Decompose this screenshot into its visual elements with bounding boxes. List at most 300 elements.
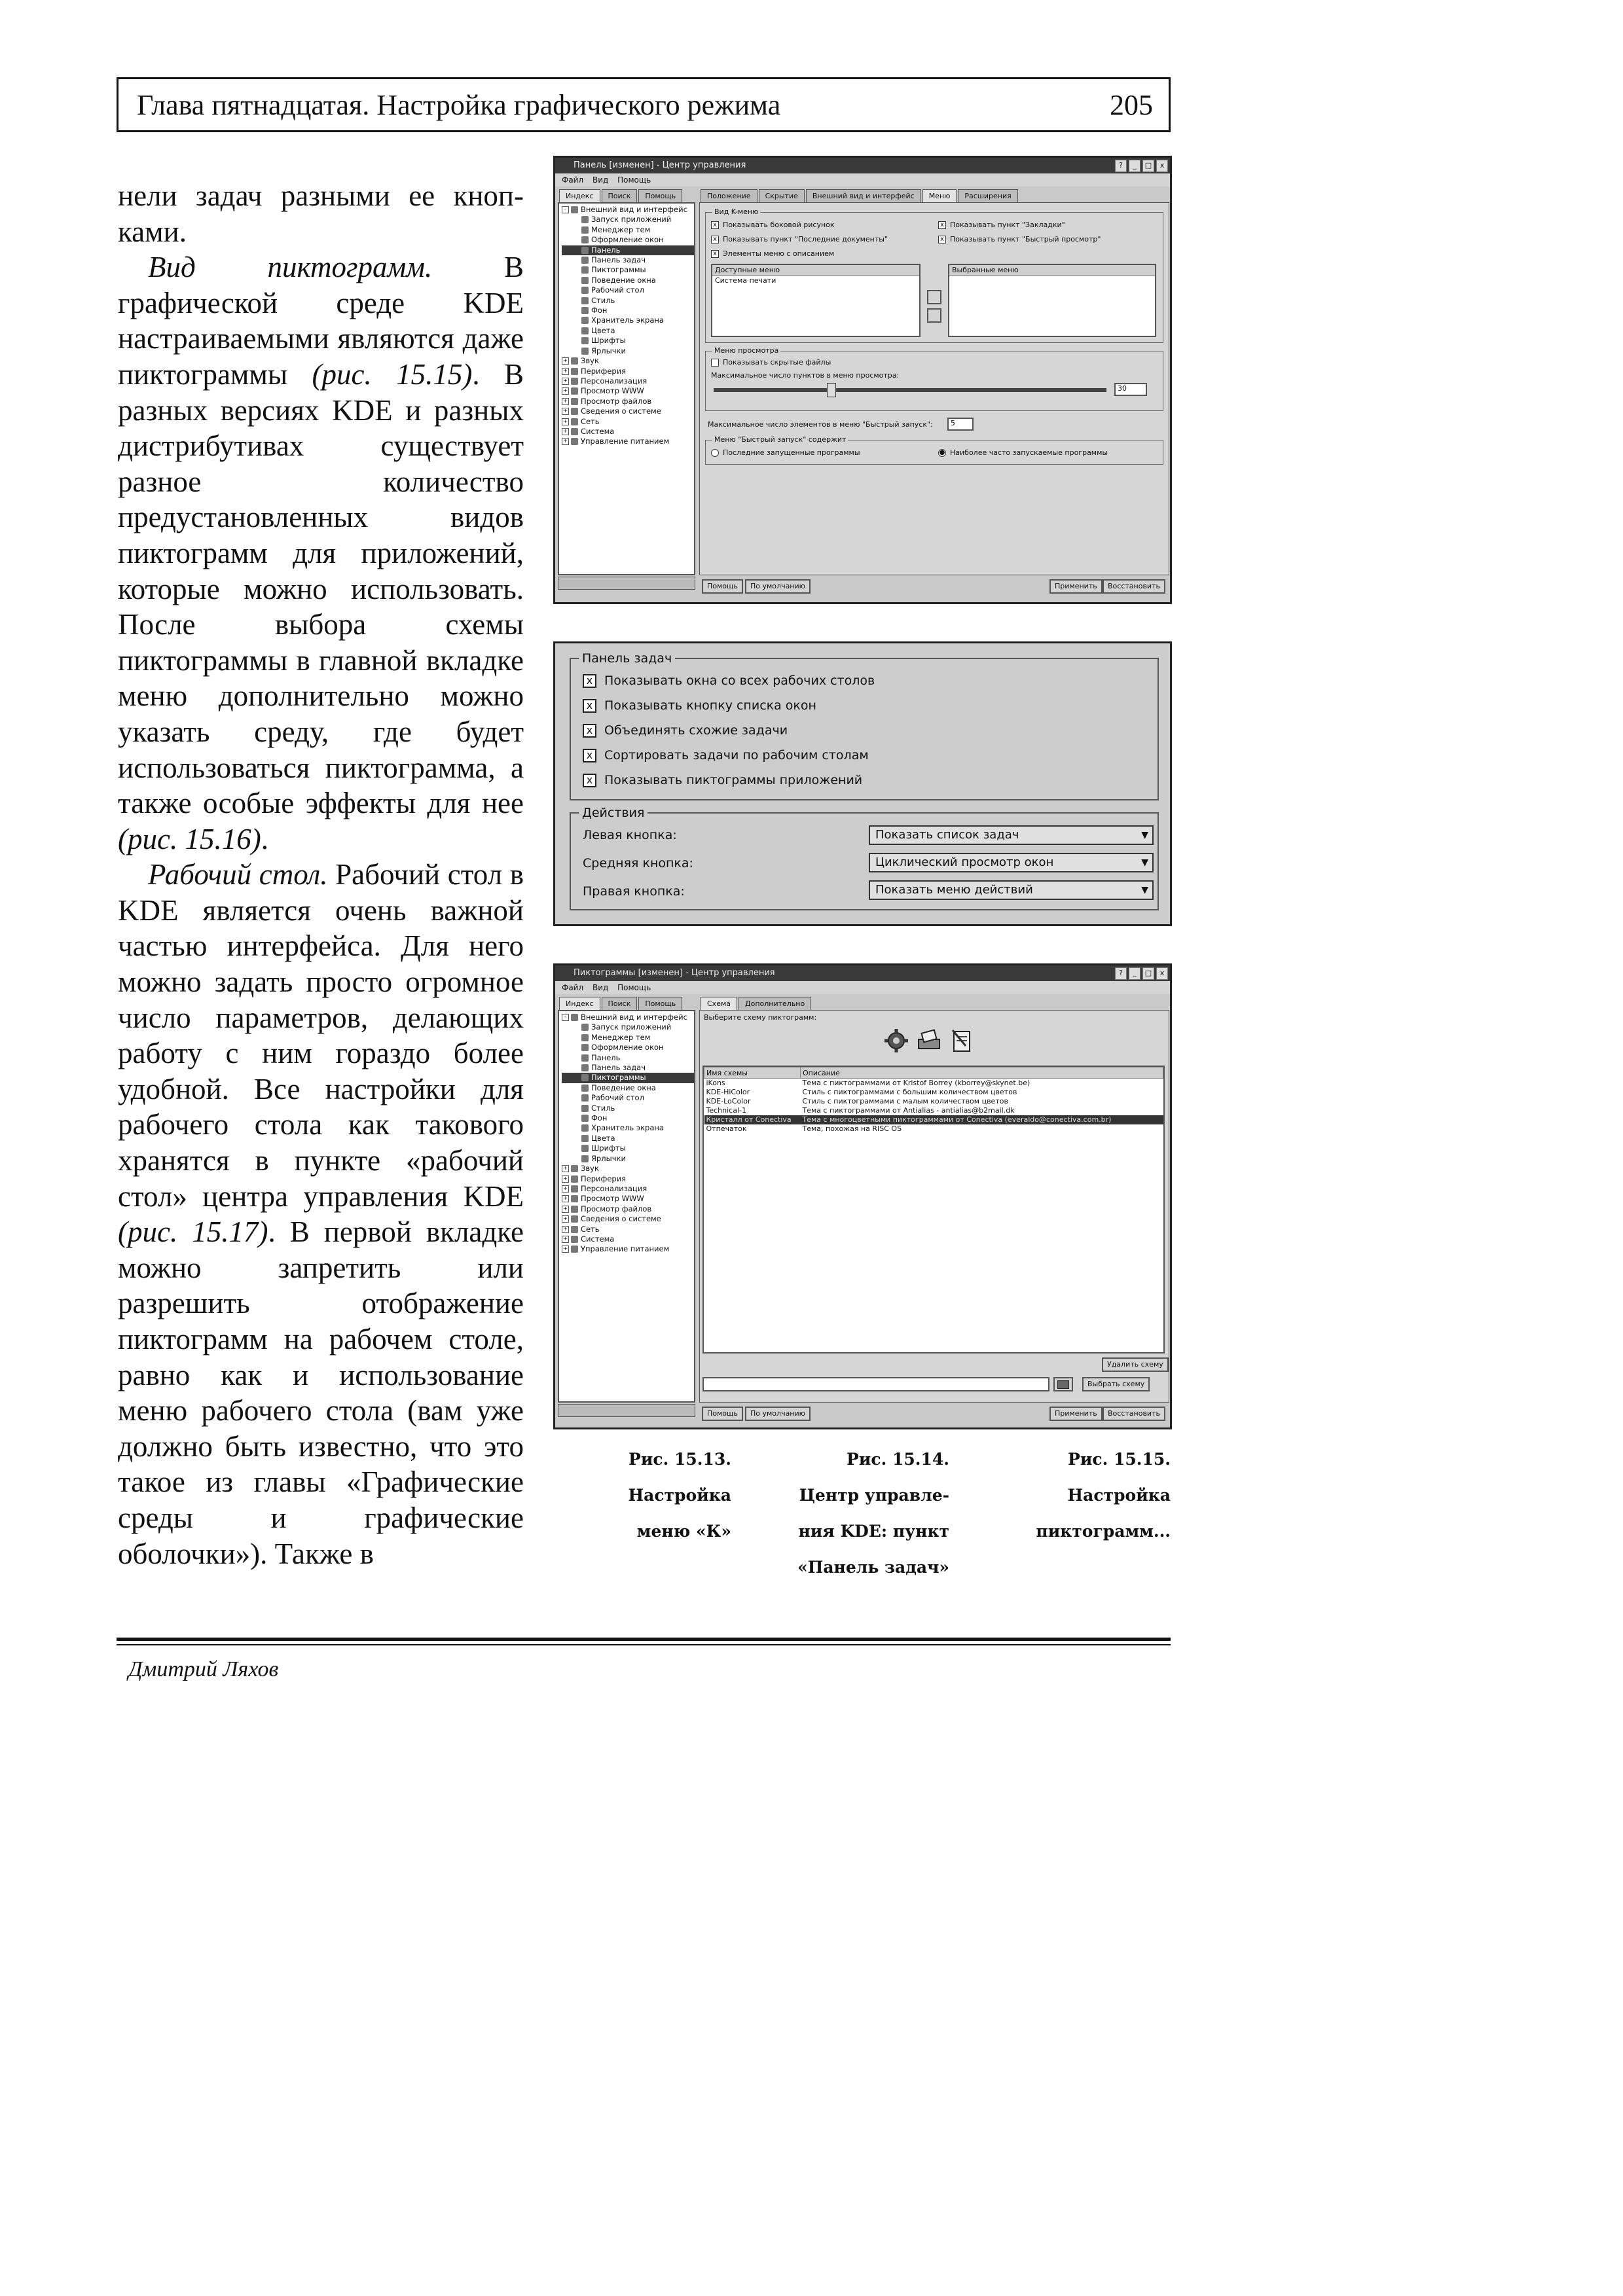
tree-item[interactable] bbox=[562, 376, 694, 386]
module-icon bbox=[571, 1215, 578, 1223]
module-icon bbox=[571, 206, 578, 213]
tree-item-label: Звук bbox=[581, 1164, 599, 1174]
actions-group-legend: Действия bbox=[579, 806, 647, 820]
caption-line: «Панель задач» bbox=[797, 1558, 949, 1577]
tree-item-label: Ярлычки bbox=[591, 346, 626, 355]
checkbox-window-list-button[interactable]: x Показывать кнопку списка окон bbox=[583, 698, 816, 713]
tree-item[interactable] bbox=[562, 386, 694, 396]
module-icon bbox=[571, 357, 578, 365]
settings-panel bbox=[699, 1010, 1169, 1403]
tree-item-label: Оформление окон bbox=[591, 235, 664, 245]
body-paragraph bbox=[118, 178, 524, 249]
module-icon bbox=[581, 327, 589, 334]
module-icon bbox=[571, 438, 578, 445]
kmenu-group-legend: Вид K-меню bbox=[712, 207, 760, 217]
module-icon bbox=[581, 1145, 589, 1152]
tree-item-label: Оформление окон bbox=[591, 1043, 664, 1052]
chapter-title: Глава пятнадцатая. Настройка графического режима bbox=[137, 89, 781, 121]
caption-fig-15-13 bbox=[527, 1441, 731, 1549]
quick-launch-label: Максимальное число элементов в меню "Быстрый запуск": bbox=[708, 420, 933, 429]
tree-item[interactable] bbox=[562, 1123, 694, 1133]
module-icon bbox=[581, 1074, 589, 1081]
scheme-description-cell: Тема с пиктограммами от Kristof Borrey (kborrey@skynet.be) bbox=[802, 1079, 1030, 1087]
tree-item[interactable] bbox=[562, 336, 694, 346]
tab-hiding[interactable]: Скрытие bbox=[759, 189, 805, 202]
checkbox-app-icons[interactable]: x Показывать пиктограммы приложений bbox=[583, 773, 862, 787]
tree-item-label: Стиль bbox=[591, 1103, 615, 1113]
tree-item[interactable] bbox=[562, 1214, 694, 1224]
tree-item[interactable] bbox=[562, 427, 694, 437]
expand-icon[interactable]: + bbox=[562, 428, 569, 435]
tab-left-help[interactable]: Помощь bbox=[638, 997, 682, 1010]
caption-line: Настройка bbox=[1067, 1486, 1171, 1505]
expand-icon[interactable]: + bbox=[562, 438, 569, 445]
tree-item[interactable] bbox=[562, 1073, 694, 1083]
emphasis-text: (рис. 15.17) bbox=[118, 1215, 268, 1249]
expand-icon[interactable]: + bbox=[562, 387, 569, 395]
reset-button[interactable]: Восстановить bbox=[1103, 579, 1165, 594]
module-icon bbox=[581, 277, 589, 284]
taskbar-group-legend: Панель задач bbox=[579, 651, 675, 666]
right-button-select[interactable]: Показать меню действий ▼ bbox=[869, 880, 1154, 900]
expand-icon[interactable]: + bbox=[562, 1246, 569, 1253]
tree-item-label: Управление питанием bbox=[581, 437, 670, 446]
module-icon bbox=[581, 247, 589, 254]
paragraph-text: нели задач разными ее кноп-ками. bbox=[118, 179, 524, 248]
menubar bbox=[555, 173, 1170, 187]
tree-item[interactable] bbox=[562, 326, 694, 336]
close-button[interactable]: x bbox=[1156, 160, 1168, 172]
tree-item[interactable] bbox=[562, 1154, 694, 1164]
tree-item[interactable] bbox=[562, 356, 694, 366]
tree-item-label: Хранитель экрана bbox=[591, 315, 664, 325]
checkbox-hidden-files[interactable]: Показывать скрытые файлы bbox=[711, 358, 831, 367]
menu-help[interactable]: Помощь bbox=[617, 175, 651, 185]
paragraph-text: Рабочий стол в KDE является очень важной частью интерфейса. Для него можно задать просто огромное число параметров, делающих работу с ним гораздо более удобной. Все настройки для рабочего стола как такового хранятся в пункте «рабочий стол» центра управления KDE bbox=[118, 858, 524, 1213]
expand-icon[interactable]: + bbox=[562, 418, 569, 425]
footer-author: Дмитрий Ляхов bbox=[128, 1657, 279, 1681]
page-number: 205 bbox=[1110, 89, 1153, 121]
tree-item-label: Ярлычки bbox=[591, 1153, 626, 1163]
expand-icon[interactable]: + bbox=[562, 368, 569, 375]
tree-item[interactable] bbox=[562, 1194, 694, 1204]
tree-item-label: Периферия bbox=[581, 1174, 627, 1183]
tree-item[interactable] bbox=[562, 235, 694, 245]
caption-fig-15-14 bbox=[753, 1441, 949, 1585]
tab-scheme[interactable]: Схема bbox=[701, 997, 737, 1010]
checkbox-quick-browser[interactable]: x Показывать пункт "Быстрый просмотр" bbox=[938, 235, 1101, 244]
module-icon bbox=[571, 428, 578, 435]
menu-view[interactable]: Вид bbox=[592, 983, 609, 992]
checkbox-descriptions[interactable]: x Элементы меню с описанием bbox=[711, 249, 834, 259]
module-icon bbox=[571, 378, 578, 385]
module-icon bbox=[571, 1236, 578, 1243]
tree-item[interactable] bbox=[562, 1083, 694, 1093]
paragraph-text: . В разных версиях KDE и разных дистрибутивах существует разное количество предустановленных видов пиктограмм для приложений, которые можно использовать. После выбора схемы пиктограммы в главной вкладке меню дополнительно можно указать среду, где будет использоваться пиктограмма, а также особые эффекты для нее bbox=[118, 357, 524, 820]
tree-item[interactable] bbox=[562, 1043, 694, 1052]
tree-item-label: Управление питанием bbox=[581, 1244, 670, 1254]
window-title: Пиктограммы [изменен] - Центр управления bbox=[574, 968, 775, 978]
tree-item-label: Шрифты bbox=[591, 1143, 626, 1153]
tab-left-help[interactable]: Помощь bbox=[638, 189, 682, 202]
module-icon bbox=[571, 1165, 578, 1172]
tree-scrollbar[interactable] bbox=[558, 1404, 695, 1417]
caption-line: Настройка bbox=[628, 1486, 731, 1505]
middle-button-select[interactable]: Циклический просмотр окон ▼ bbox=[869, 853, 1154, 872]
tab-search[interactable]: Поиск bbox=[602, 997, 638, 1010]
module-icon bbox=[571, 368, 578, 375]
tree-item[interactable] bbox=[562, 1033, 694, 1043]
paragraph-text: . В первой вкладке можно запретить или разрешить отображение пиктограмм на рабочем столе, равно как и использование меню рабочего стола (вам уже должно быть известно, что это такое из главы «Графические среды и графические оболочки»). Также в bbox=[118, 1215, 524, 1570]
menu-file[interactable]: Файл bbox=[562, 983, 584, 992]
expand-icon[interactable]: + bbox=[562, 1175, 569, 1183]
tree-item[interactable] bbox=[562, 1093, 694, 1103]
module-icon bbox=[581, 307, 589, 314]
caption-fig-15-15 bbox=[962, 1441, 1171, 1549]
left-tabs bbox=[559, 997, 684, 1010]
tree-item[interactable] bbox=[562, 1164, 694, 1174]
selected-menus-header: Выбранные меню bbox=[949, 265, 1155, 276]
expand-icon[interactable]: + bbox=[562, 357, 569, 365]
tree-item[interactable] bbox=[562, 225, 694, 235]
tree-item-label: Рабочий стол bbox=[591, 285, 644, 295]
checkbox-bookmarks[interactable]: x Показывать пункт "Закладки" bbox=[938, 221, 1065, 230]
expand-icon[interactable]: + bbox=[562, 1206, 569, 1213]
module-icon bbox=[571, 1014, 578, 1021]
column-header-name[interactable]: Имя схемы bbox=[704, 1067, 801, 1079]
tree-item[interactable] bbox=[562, 265, 694, 275]
module-icon bbox=[581, 1155, 589, 1162]
chevron-down-icon: ▼ bbox=[1141, 830, 1148, 840]
list-item[interactable]: Система печати bbox=[715, 276, 776, 285]
tree-item[interactable] bbox=[562, 255, 694, 265]
scheme-path-input[interactable] bbox=[702, 1377, 1049, 1391]
tree-item-label: Сведения о системе bbox=[581, 406, 661, 416]
minimize-button[interactable]: _ bbox=[1129, 160, 1140, 172]
tree-item-label: Хранитель экрана bbox=[591, 1123, 664, 1133]
body-text-column bbox=[118, 178, 524, 1571]
tab-advanced[interactable]: Дополнительно bbox=[739, 997, 811, 1010]
tree-item[interactable] bbox=[562, 1174, 694, 1184]
tree-item[interactable] bbox=[562, 315, 694, 325]
menu-help[interactable]: Помощь bbox=[617, 983, 651, 992]
tree-item[interactable] bbox=[562, 1013, 694, 1022]
module-icon bbox=[581, 1085, 589, 1092]
caption-line: меню «К» bbox=[636, 1522, 731, 1541]
module-icon bbox=[571, 1175, 578, 1183]
delete-scheme-button[interactable]: Удалить схему bbox=[1102, 1357, 1169, 1372]
tree-item-label: Внешний вид и интерфейс bbox=[581, 1013, 687, 1022]
table-row[interactable] bbox=[704, 1115, 1163, 1124]
table-row[interactable] bbox=[704, 1124, 1163, 1134]
module-icon bbox=[581, 1105, 589, 1112]
chevron-down-icon: ▼ bbox=[1141, 885, 1148, 895]
caption-number: Рис. 15.13. bbox=[629, 1450, 731, 1469]
tree-item[interactable] bbox=[562, 1113, 694, 1123]
maximize-button[interactable]: □ bbox=[1142, 160, 1154, 172]
window-title: Панель [изменен] - Центр управления bbox=[574, 160, 746, 170]
maximize-button[interactable]: □ bbox=[1142, 967, 1154, 980]
tree-item[interactable] bbox=[562, 367, 694, 376]
tab-appearance[interactable]: Внешний вид и интерфейс bbox=[806, 189, 921, 202]
module-icon bbox=[581, 1054, 589, 1062]
emphasis-text: Вид пиктограмм. bbox=[148, 251, 433, 284]
quick-launch-spinbox[interactable]: 5 bbox=[947, 418, 974, 431]
tree-item-label: Звук bbox=[581, 356, 599, 366]
table-row[interactable] bbox=[704, 1106, 1163, 1115]
title-buttons bbox=[1115, 967, 1168, 980]
body-paragraph bbox=[118, 249, 524, 857]
table-row[interactable] bbox=[704, 1097, 1163, 1106]
checkbox-group-tasks[interactable]: x Объединять схожие задачи bbox=[583, 723, 788, 738]
figure-kmenu-settings bbox=[553, 156, 1172, 604]
module-icon bbox=[571, 398, 578, 405]
tree-item-label: Шрифты bbox=[591, 336, 626, 346]
module-icon bbox=[581, 266, 589, 274]
help-title-button[interactable]: ? bbox=[1115, 967, 1127, 980]
module-icon bbox=[581, 337, 589, 344]
module-icon bbox=[581, 236, 589, 243]
expand-icon[interactable]: + bbox=[562, 408, 569, 415]
module-icon bbox=[571, 387, 578, 395]
remove-menu-button[interactable] bbox=[927, 308, 941, 323]
tree-item-label: Менеджер тем bbox=[591, 1032, 651, 1042]
scheme-description-cell: Стиль с пиктограммами с большим количеством цветов bbox=[802, 1088, 1017, 1096]
tree-item-label: Поведение окна bbox=[591, 1083, 656, 1092]
tree-item[interactable] bbox=[562, 245, 694, 255]
module-icon bbox=[581, 1135, 589, 1142]
checkbox-sort-by-desktop[interactable]: x Сортировать задачи по рабочим столам bbox=[583, 748, 869, 762]
expand-icon[interactable]: + bbox=[562, 1185, 569, 1193]
module-icon bbox=[581, 1044, 589, 1051]
tree-item-label: Просмотр WWW bbox=[581, 1194, 644, 1204]
tree-item[interactable] bbox=[562, 417, 694, 427]
paragraph-text: В графической среде KDE настраиваемыми являются даже пиктограммы bbox=[118, 251, 524, 391]
tab-position[interactable]: Положение bbox=[701, 189, 757, 202]
printer-icon bbox=[916, 1028, 942, 1054]
body-paragraph bbox=[118, 857, 524, 1571]
folder-icon bbox=[1057, 1380, 1069, 1389]
radio-frequent-programs[interactable]: ● Наиболее часто запускаемые программы bbox=[939, 448, 1108, 457]
column-header-description[interactable]: Описание bbox=[801, 1067, 1163, 1079]
tree-item[interactable] bbox=[562, 1184, 694, 1194]
tree-item[interactable] bbox=[562, 1134, 694, 1143]
help-button[interactable]: Помощь bbox=[702, 579, 743, 594]
tree-item-label: Просмотр WWW bbox=[581, 386, 644, 396]
scheme-name-cell: Кристалл от Conectiva bbox=[704, 1115, 801, 1124]
defaults-button[interactable]: По умолчанию bbox=[745, 1407, 811, 1421]
gear-icon bbox=[883, 1028, 909, 1054]
max-items-slider[interactable] bbox=[714, 388, 1106, 392]
module-icon bbox=[581, 1094, 589, 1102]
expand-icon[interactable]: + bbox=[562, 1165, 569, 1172]
window-titlebar bbox=[555, 965, 1170, 981]
scheme-description-cell: Тема с многоцветными пиктограммами от Conectiva (everaldo@conectiva.com.br) bbox=[801, 1115, 1163, 1124]
tree-item-label: Запуск приложений bbox=[591, 215, 672, 224]
module-icon bbox=[571, 408, 578, 415]
footer-rule bbox=[117, 1638, 1171, 1641]
module-tree[interactable] bbox=[558, 202, 695, 575]
checkbox-side-image[interactable]: x Показывать боковой рисунок bbox=[711, 221, 835, 230]
module-icon bbox=[581, 1034, 589, 1041]
max-items-slider-handle[interactable] bbox=[827, 383, 836, 397]
max-items-spinbox[interactable]: 30 bbox=[1114, 383, 1147, 396]
tree-item-label: Цвета bbox=[591, 1133, 615, 1143]
folder-browse-button[interactable] bbox=[1053, 1377, 1073, 1391]
scheme-name-cell: Отпечаток bbox=[706, 1124, 747, 1133]
table-row[interactable] bbox=[704, 1079, 1163, 1088]
module-icon bbox=[571, 1206, 578, 1213]
collapse-icon[interactable]: - bbox=[562, 1014, 569, 1021]
document-edit-icon bbox=[949, 1028, 975, 1054]
emphasis-text: (рис. 15.16) bbox=[118, 822, 261, 855]
scheme-name-cell: iKons bbox=[706, 1079, 725, 1087]
module-icon bbox=[581, 257, 589, 264]
selected-menus-list[interactable] bbox=[948, 264, 1156, 337]
module-icon bbox=[581, 216, 589, 223]
tree-item-label: Стиль bbox=[591, 295, 615, 305]
tree-item[interactable] bbox=[562, 397, 694, 406]
tree-item[interactable] bbox=[562, 1234, 694, 1244]
tree-item[interactable] bbox=[562, 296, 694, 306]
tree-item-label: Внешний вид и интерфейс bbox=[581, 205, 687, 214]
tab-index[interactable]: Индекс bbox=[559, 997, 600, 1010]
tree-item-label: Менеджер тем bbox=[591, 224, 651, 234]
tree-item[interactable] bbox=[562, 1022, 694, 1032]
tree-item[interactable] bbox=[562, 406, 694, 416]
scheme-name-cell: Technical-1 bbox=[706, 1106, 746, 1115]
tree-item[interactable] bbox=[562, 215, 694, 224]
scheme-description-cell: Тема, похожая на RISC OS bbox=[802, 1124, 902, 1133]
checkbox-recent-docs[interactable]: x Показывать пункт "Последние документы" bbox=[711, 235, 888, 244]
settings-tabs bbox=[701, 997, 812, 1010]
available-menus-list[interactable] bbox=[711, 264, 921, 337]
tree-item[interactable] bbox=[562, 346, 694, 356]
chevron-down-icon: ▼ bbox=[1141, 857, 1148, 868]
tree-item[interactable] bbox=[562, 1063, 694, 1073]
tree-item-label: Сеть bbox=[581, 416, 600, 426]
settings-tabs bbox=[701, 189, 1019, 202]
tree-item-label: Сеть bbox=[581, 1224, 600, 1234]
tree-item-label: Персонализация bbox=[581, 376, 647, 386]
module-icon bbox=[581, 317, 589, 324]
module-icon bbox=[581, 348, 589, 355]
defaults-button[interactable]: По умолчанию bbox=[745, 579, 811, 594]
table-row[interactable] bbox=[704, 1088, 1163, 1097]
checkbox-all-desktops[interactable]: x Показывать окна со всех рабочих столов bbox=[583, 673, 875, 688]
module-icon bbox=[571, 1185, 578, 1193]
module-icon bbox=[581, 1115, 589, 1122]
caption-line: пиктограмм... bbox=[1036, 1522, 1171, 1541]
module-icon bbox=[571, 1226, 578, 1233]
tree-item[interactable] bbox=[562, 276, 694, 285]
footer-rule-thin bbox=[117, 1644, 1171, 1645]
tree-item[interactable] bbox=[562, 1204, 694, 1214]
icon-scheme-table[interactable] bbox=[702, 1066, 1165, 1354]
radio-recent-programs[interactable]: Последние запущенные программы bbox=[711, 448, 860, 457]
apply-button[interactable]: Применить bbox=[1049, 1407, 1103, 1421]
add-menu-button[interactable] bbox=[927, 290, 941, 304]
menubar bbox=[555, 981, 1170, 994]
tree-item[interactable] bbox=[562, 1053, 694, 1063]
tab-menus[interactable]: Меню bbox=[922, 189, 957, 202]
right-button-label: Правая кнопка: bbox=[583, 884, 685, 899]
tree-item-label: Фон bbox=[591, 306, 608, 315]
caption-line: Центр управле- bbox=[799, 1486, 949, 1505]
expand-icon[interactable]: + bbox=[562, 378, 569, 385]
menu-view[interactable]: Вид bbox=[592, 175, 609, 185]
tree-item-label: Фон bbox=[591, 1113, 608, 1123]
module-icon bbox=[581, 1064, 589, 1071]
available-menus-header: Доступные меню bbox=[712, 265, 919, 276]
scheme-name-cell: KDE-LoColor bbox=[706, 1097, 751, 1105]
choose-scheme-button[interactable]: Выбрать схему bbox=[1082, 1377, 1150, 1391]
actions-group bbox=[570, 806, 1159, 910]
running-header bbox=[117, 77, 1171, 132]
tree-item[interactable] bbox=[562, 306, 694, 315]
tree-scrollbar[interactable] bbox=[558, 577, 695, 590]
minimize-button[interactable]: _ bbox=[1129, 967, 1140, 980]
close-button[interactable]: x bbox=[1156, 967, 1168, 980]
kmenu-group bbox=[705, 207, 1163, 343]
module-tree[interactable] bbox=[558, 1010, 695, 1403]
expand-icon[interactable]: + bbox=[562, 1236, 569, 1243]
module-icon bbox=[581, 287, 589, 294]
tree-item[interactable] bbox=[562, 1244, 694, 1254]
menu-file[interactable]: Файл bbox=[562, 175, 584, 185]
left-button-select[interactable]: Показать список задач ▼ bbox=[869, 825, 1154, 845]
scheme-name-cell: KDE-HiColor bbox=[706, 1088, 750, 1096]
tree-item[interactable] bbox=[562, 1225, 694, 1234]
tree-item-label: Цвета bbox=[591, 325, 615, 335]
module-icon bbox=[581, 1124, 589, 1132]
tree-item[interactable] bbox=[562, 285, 694, 295]
caption-number: Рис. 15.15. bbox=[1068, 1450, 1171, 1469]
tree-item-label: Просмотр файлов bbox=[581, 1204, 652, 1213]
max-items-label: Максимальное число пунктов в меню просмотра: bbox=[711, 371, 900, 380]
expand-icon[interactable]: + bbox=[562, 1226, 569, 1233]
reset-button[interactable]: Восстановить bbox=[1103, 1407, 1165, 1421]
scheme-description-cell: Тема с пиктограммами от Antialias - antialias@b2mail.dk bbox=[802, 1106, 1015, 1115]
module-icon bbox=[581, 226, 589, 234]
collapse-icon[interactable]: - bbox=[562, 206, 569, 213]
apply-button[interactable]: Применить bbox=[1049, 579, 1103, 594]
tab-search[interactable]: Поиск bbox=[602, 189, 638, 202]
figure-taskbar-settings bbox=[553, 641, 1172, 926]
caption-line: ния KDE: пункт bbox=[798, 1522, 949, 1541]
module-icon bbox=[581, 297, 589, 304]
help-button[interactable]: Помощь bbox=[702, 1407, 743, 1421]
left-button-label: Левая кнопка: bbox=[583, 828, 677, 842]
tree-item[interactable] bbox=[562, 1143, 694, 1153]
tab-index[interactable]: Индекс bbox=[559, 189, 600, 202]
paragraph-text: . bbox=[261, 822, 268, 855]
tree-item[interactable] bbox=[562, 1103, 694, 1113]
emphasis-text: (рис. 15.15) bbox=[312, 357, 473, 391]
figure-icon-settings bbox=[553, 963, 1172, 1429]
tree-item[interactable] bbox=[562, 205, 694, 215]
help-title-button[interactable]: ? bbox=[1115, 160, 1127, 172]
expand-icon[interactable]: + bbox=[562, 1215, 569, 1223]
tree-item-label: Система bbox=[581, 1234, 615, 1244]
tree-item-label: Панель bbox=[591, 1052, 621, 1062]
tab-extensions[interactable]: Расширения bbox=[958, 189, 1017, 202]
left-tabs bbox=[559, 189, 684, 202]
expand-icon[interactable]: + bbox=[562, 398, 569, 405]
tree-item[interactable] bbox=[562, 437, 694, 446]
emphasis-text: Рабочий стол. bbox=[148, 858, 328, 891]
expand-icon[interactable]: + bbox=[562, 1195, 569, 1202]
